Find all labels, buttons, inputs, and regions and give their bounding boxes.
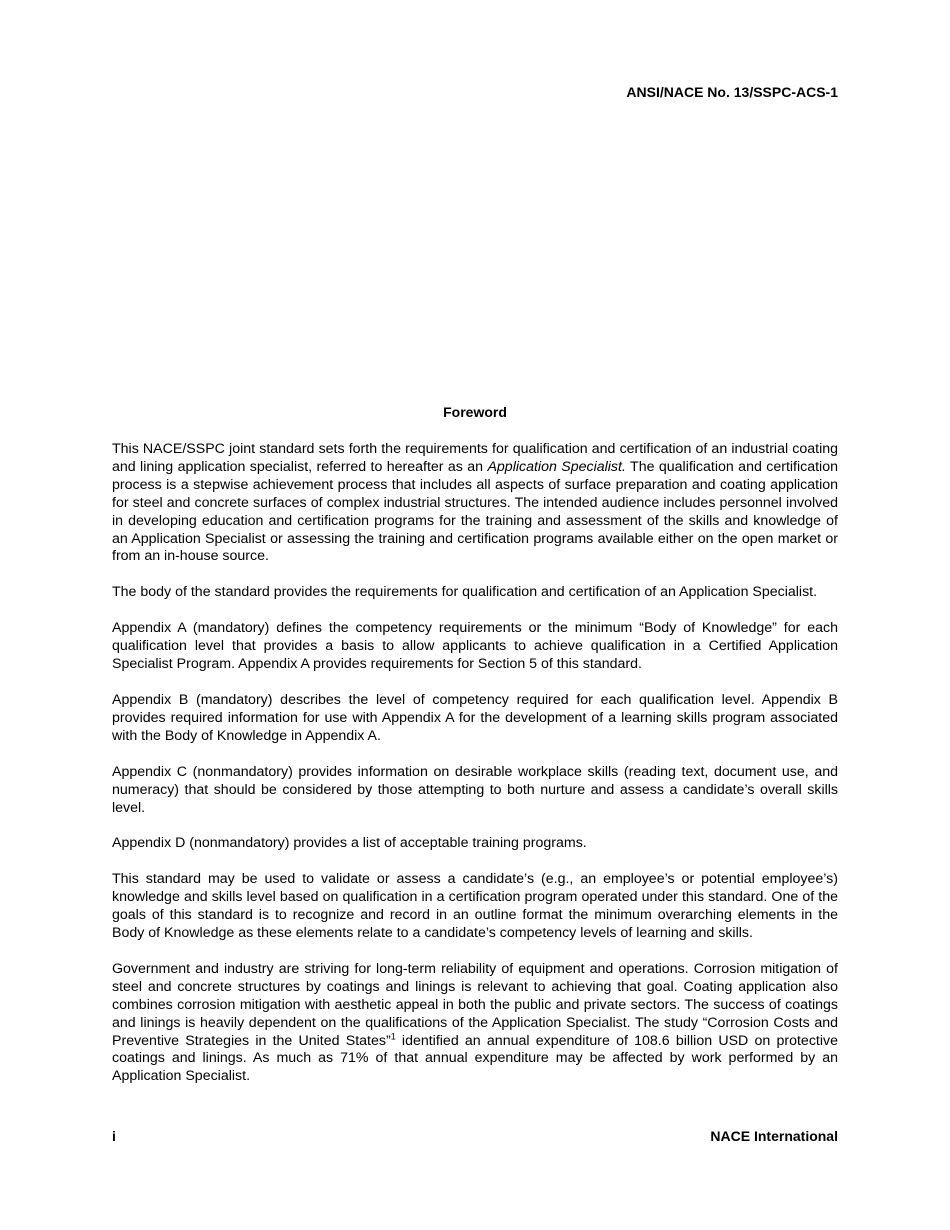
foreword-body: [112, 441, 838, 1086]
paragraph-appendix-c: Appendix C (nonmandatory) provides information on desirable workplace skills (reading text, document use, and numeracy) that should be considered by those attempting to both nurture and assess a candidate’s overall skills level.: [112, 763, 838, 816]
footer-organization: NACE International: [710, 1128, 838, 1144]
page-number: i: [112, 1128, 116, 1144]
paragraph-government-text-start: Government and industry are striving for long-term reliability of equipment and operations. Corrosion mitigation of steel and concrete structures by coatings and linings is relevant to achieving that goal. Coating application also combines corrosion mitigation with aesthetic appeal in both the public and private sectors. The success of coatings and linings is heavily dependent on the qualifications of the Application Specialist. The study “Corrosion Costs and Preventive Strategies in the United States”: [112, 960, 838, 1049]
paragraph-appendix-a: Appendix A (mandatory) defines the competency requirements or the minimum “Body of Knowledge” for each qualification level that provides a basis to allow applicants to achieve qualification in a Certified Application Specialist Program. Appendix A provides requirements for Section 5 of this standard.: [112, 620, 838, 673]
paragraph-body-of-standard: The body of the standard provides the requirements for qualification and certification of an Application Specialist.: [112, 584, 818, 601]
paragraph-intro-text-start: This NACE/SSPC joint standard sets forth the requirements for qualification and certification of an industrial coating and lining application specialist, referred to hereafter as an: [112, 441, 838, 475]
document-code: ANSI/NACE No. 13/SSPC-ACS-1: [626, 84, 838, 100]
paragraph-government-text-end: identified an annual expenditure of 108.6 billion USD on protective coatings and linings. As much as 71% of that annual expenditure may be affected by work performed by an Application Specialist.: [112, 1032, 838, 1085]
section-title: Foreword: [443, 404, 507, 420]
paragraph-intro: [112, 441, 838, 566]
paragraph-intro-text-end: The qualification and certification process is a stepwise achievement process that includes all aspects of surface preparation and coating application for steel and concrete surfaces of complex industrial structures. The intended audience includes personnel involved in developing education and certification programs for the training and assessment of the skills and knowledge of an Application Specialist or assessing the training and certification programs available either on the open market or from an in-house source.: [112, 458, 838, 565]
paragraph-usage: This standard may be used to validate or assess a candidate’s (e.g., an employee’s or potential employee’s) knowledge and skills level based on qualification in a certification program operated under this standard. One of the goals of this standard is to recognize and record in an outline format the minimum overarching elements in the Body of Knowledge as these elements relate to a candidate’s competency levels of learning and skills.: [112, 871, 838, 942]
paragraph-appendix-d: Appendix D (nonmandatory) provides a list of acceptable training programs.: [112, 835, 587, 852]
footnote-reference[interactable]: 1: [390, 1030, 396, 1041]
paragraph-government-industry: [112, 961, 838, 1086]
application-specialist-term: Application Specialist.: [487, 458, 626, 475]
paragraph-appendix-b: Appendix B (mandatory) describes the level of competency required for each qualification level. Appendix B provides required information for use with Appendix A for the development of a learning skills program associated with the Body of Knowledge in Appendix A.: [112, 691, 838, 744]
